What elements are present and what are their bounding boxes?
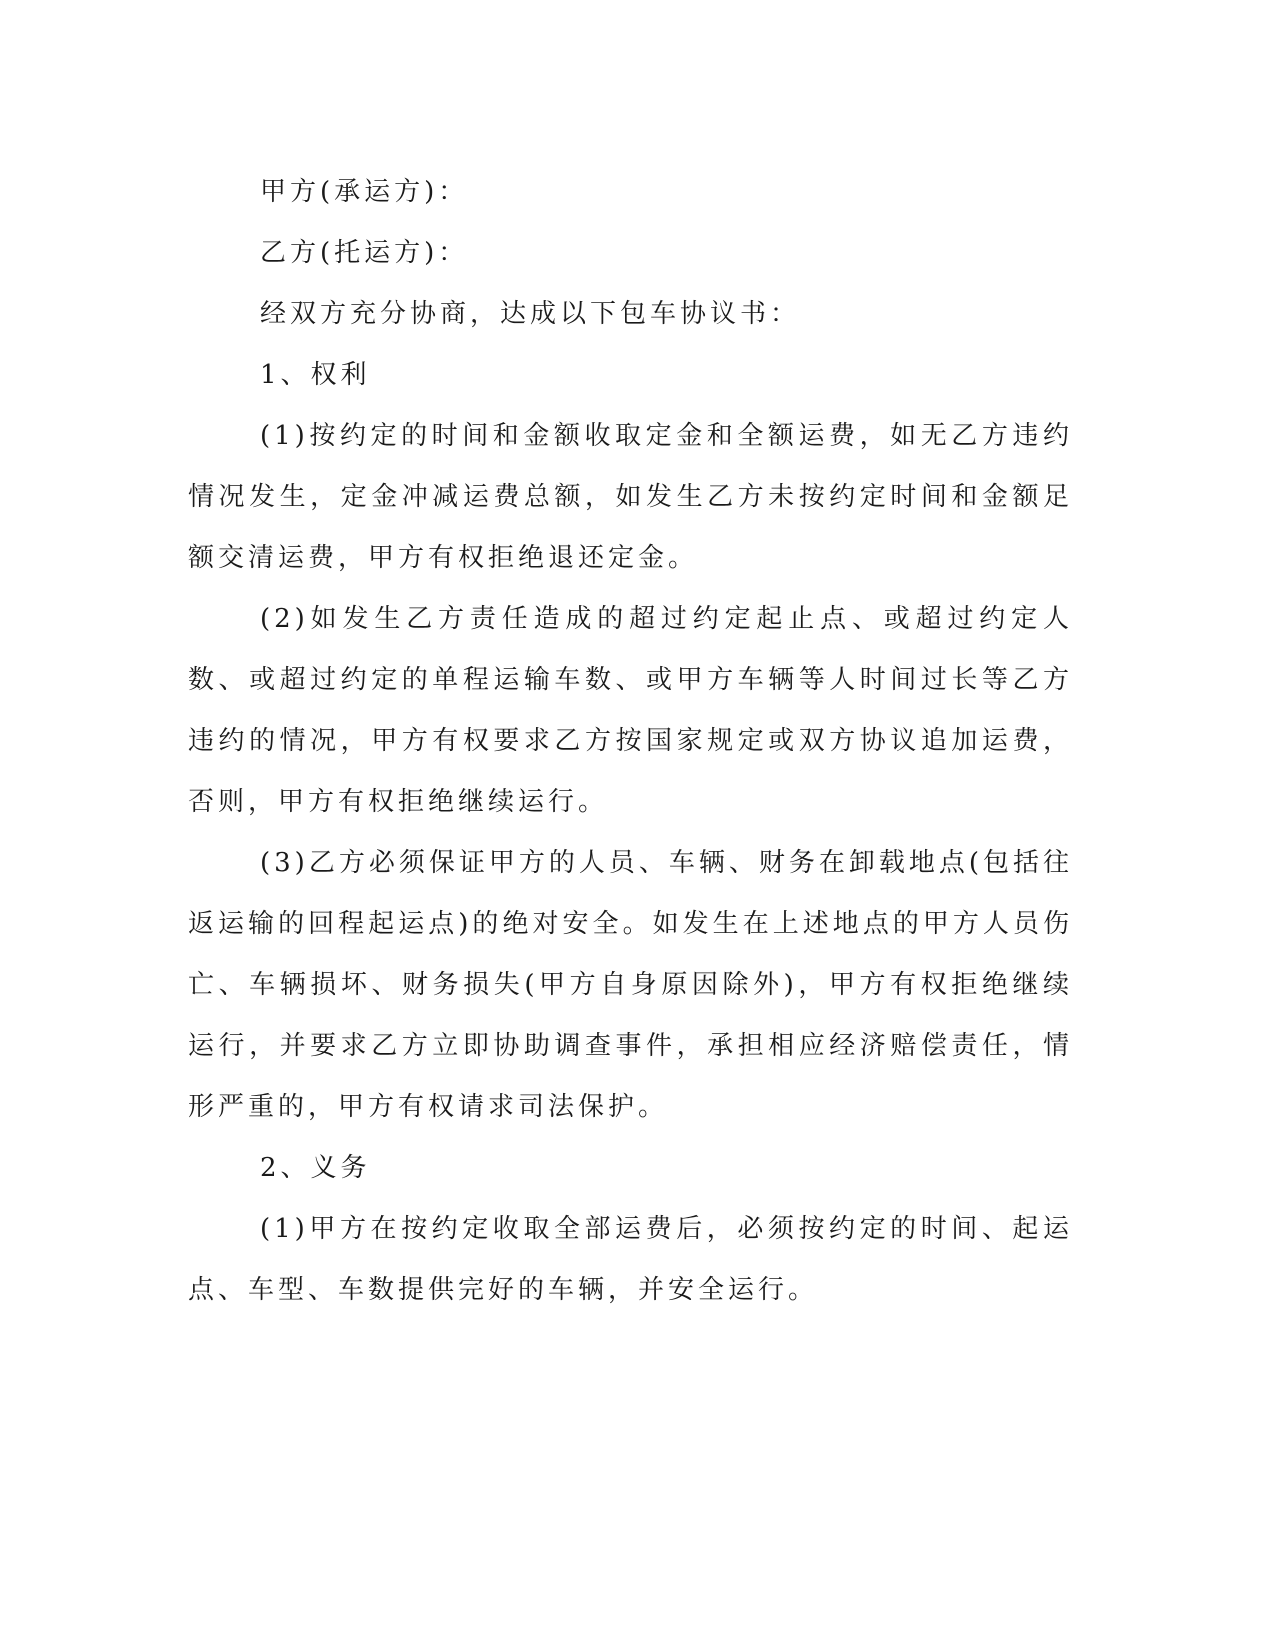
rights-clause-1: (1)按约定的时间和金额收取定金和全额运费，如无乙方违约情况发生，定金冲减运费总额，如发生乙方未按约定时间和金额足额交清运费，甲方有权拒绝退还定金。	[188, 421, 1073, 573]
agreement-intro: 经双方充分协商，达成以下包车协议书：	[260, 299, 801, 329]
obligations-clause-1: (1)甲方在按约定收取全部运费后，必须按约定的时间、起运点、车型、车数提供完好的车辆，并安全运行。	[188, 1214, 1073, 1305]
party-b-line: 乙方(托运方)：	[260, 238, 469, 268]
party-a-line: 甲方(承运方)：	[260, 177, 469, 207]
section-heading-rights: 1、权利	[260, 360, 371, 390]
rights-clause-2: (2)如发生乙方责任造成的超过约定起止点、或超过约定人数、或超过约定的单程运输车数、或甲方车辆等人时间过长等乙方违约的情况，甲方有权要求乙方按国家规定或双方协议追加运费，否则，甲方有权拒绝继续运行。	[188, 604, 1073, 817]
document-body	[188, 162, 1073, 1321]
section-heading-obligations: 2、义务	[260, 1153, 371, 1183]
rights-clause-3: (3)乙方必须保证甲方的人员、车辆、财务在卸载地点(包括往返运输的回程起运点)的绝对安全。如发生在上述地点的甲方人员伤亡、车辆损坏、财务损失(甲方自身原因除外)，甲方有权拒绝继续运行，并要求乙方立即协助调查事件，承担相应经济赔偿责任，情形严重的，甲方有权请求司法保护。	[188, 848, 1073, 1122]
